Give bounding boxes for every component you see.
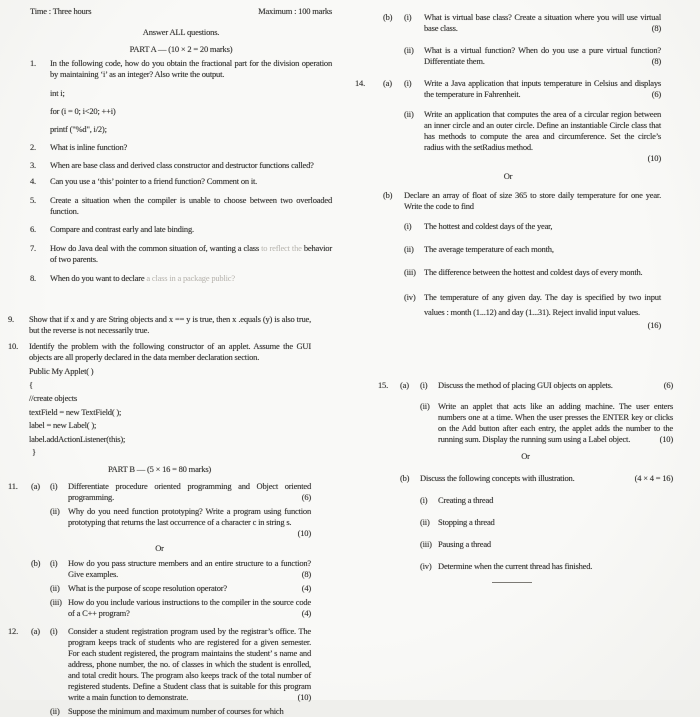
question-11b-iii (8, 597, 311, 619)
code-line: Public My Applet( ) (29, 366, 94, 376)
marks: (16) (647, 320, 661, 330)
subquestion-label: (ii) (404, 45, 414, 55)
marks: (10) (647, 153, 661, 163)
question-number: 1. (30, 58, 36, 68)
question-10-code (8, 366, 311, 458)
question-number: 10. (8, 341, 19, 351)
option-label: (b) (400, 473, 410, 483)
subquestion-label: (ii) (404, 109, 414, 119)
marks: (10) (297, 692, 311, 702)
answer-all-note: Answer ALL questions. (142, 27, 220, 37)
end-rule (492, 582, 532, 583)
marks: (8) (301, 569, 311, 579)
subquestion-label: (i) (50, 626, 58, 636)
exam-duration: Time : Three hours (30, 6, 92, 16)
code-line: printf ("%d", i/2); (50, 124, 107, 134)
subquestion-text: Why do you need function prototyping? Write a program using function prototyping that returns the last occurrence of a character c in string s. (68, 506, 311, 527)
question-text: Show that if x and y are String objects and x == y is true, then x .equals (y) is also true, but the reverse is not necessarily true. (29, 314, 311, 335)
option-label: (b) (383, 190, 393, 200)
subquestion-text: Write an applet that acts like an adding machine. The user enters numbers one at a time. When the user presses the ENTER key or clicks on the Add button after each entry, the applet adds the number to the running sum. Display the running sum using a Label object. (438, 401, 673, 444)
question-number: 7. (30, 243, 36, 253)
marks: (8) (651, 56, 661, 66)
code-line: { (29, 379, 33, 390)
subquestion-label: (ii) (50, 706, 60, 716)
option-label: (a) (31, 481, 40, 491)
question-15a-ii (378, 401, 673, 445)
question-number: 4. (30, 176, 36, 186)
subquestion-text: Declare an array of float of size 365 to store daily temperature for one year. Write the code to find (404, 190, 661, 211)
list-item-text: The temperature of any given day. The day is specified by two input values : month (1...12) and day (1...31). Reject invalid input values. (424, 292, 661, 317)
list-item-text: Creating a thread (438, 495, 494, 505)
question-8 (30, 273, 332, 284)
question-14b-ii (355, 244, 661, 255)
subquestion-text: What is a virtual function? When do you use a pure virtual function? Differentiate them. (424, 45, 661, 66)
list-item-text: Determine when the current thread has finished. (438, 561, 593, 571)
question-2 (30, 142, 332, 153)
question-14b-i (355, 221, 661, 232)
code-line: //create objects (29, 393, 78, 403)
question-7 (30, 243, 332, 265)
subquestion-text: Consider a student registration program used by the registrar’s office. The program keeps track of students who are registered for a given semester. For each student registered, the program maintains the student’ s name and address, phone number, the no. of classes in which the student is enrolled, and total credit hours. The program also keeps track of the total number of registered students. Define a Student class that is suitable for this program write a main function to demonstrate. (68, 626, 311, 702)
part-a-title: PART A — (10 × 2 = 20 marks) (129, 44, 233, 54)
marks: (4) (301, 608, 311, 618)
question-text: Can you use a ‘this’ pointer to a friend function? Comment on it. (50, 176, 258, 186)
list-label: (ii) (420, 517, 430, 527)
subquestion-text: How do you include various instructions to the compiler in the source code of a C++ program? (68, 597, 311, 618)
question-number: 9. (8, 314, 14, 324)
part-b-title: PART B — (5 × 16 = 80 marks) (107, 464, 212, 474)
subquestion-text: Suppose the minimum and maximum number of courses for which (68, 706, 284, 716)
marks: (6) (651, 89, 661, 99)
question-15b-intro (378, 473, 673, 484)
list-item-text: The difference between the hottest and coldest days of every month. (424, 267, 643, 277)
list-label: (ii) (404, 244, 414, 254)
question-text: Compare and contrast early and late binding. (50, 224, 194, 234)
marks: (10) (297, 528, 311, 538)
question-number: 8. (30, 273, 36, 283)
question-number: 14. (355, 78, 366, 88)
question-15a-i (378, 380, 673, 391)
code-line: label = new Label( ); (29, 420, 97, 430)
question-number: 15. (378, 380, 389, 390)
question-13b-ii (355, 45, 661, 67)
option-label: (b) (31, 558, 41, 568)
code-line: label.addActionListener(this); (29, 433, 126, 444)
question-14a-i (355, 78, 661, 100)
option-label: (a) (383, 78, 392, 88)
exam-max-marks: Maximum : 100 marks (258, 6, 332, 16)
code-line: for (i = 0; i<20; ++i) (50, 106, 116, 116)
marks: (6) (301, 492, 311, 502)
question-text: When do you want to declare a class in a package public? (50, 273, 235, 283)
question-11b-i (8, 558, 311, 580)
question-11a-ii (8, 506, 311, 539)
marks: (6) (663, 380, 673, 390)
marks: (8) (651, 23, 661, 33)
or-separator: Or (155, 543, 164, 553)
subquestion-label: (i) (50, 481, 58, 491)
question-text: When are base class and derived class constructor and destructor functions called? (50, 160, 314, 170)
or-separator: Or (503, 171, 513, 181)
marks: (10) (659, 434, 673, 444)
question-9 (8, 314, 311, 336)
list-label: (iv) (404, 292, 416, 302)
question-number: 11. (8, 481, 18, 491)
list-item-text: The hottest and coldest days of the year, (424, 221, 553, 231)
subquestion-text: How do you pass structure members and an entire structure to a function? Give examples. (68, 558, 311, 579)
subquestion-text: What is virtual base class? Create a situation where you will use virtual base class. (424, 12, 661, 33)
question-3 (30, 160, 332, 171)
option-label: (b) (383, 12, 393, 22)
question-14a-ii (355, 109, 661, 153)
subquestion-text: What is the purpose of scope resolution operator? (68, 583, 227, 593)
question-number: 6. (30, 224, 36, 234)
left-page-top-fragment (30, 6, 332, 284)
question-14b-iv (355, 290, 661, 320)
question-number: 5. (30, 195, 36, 205)
code-line: int i; (50, 88, 65, 98)
subquestion-label: (ii) (50, 506, 60, 516)
question-11b-ii (8, 583, 311, 594)
list-label: (i) (420, 495, 428, 505)
list-item-text: Stopping a thread (438, 517, 495, 527)
question-15b-i (378, 495, 673, 506)
or-separator: Or (521, 451, 530, 461)
question-11a-i (8, 481, 311, 503)
left-page-bottom-fragment (8, 308, 311, 717)
question-14b-iii (355, 267, 661, 278)
question-13b-i (355, 12, 661, 34)
question-text: Identify the problem with the following constructor of an applet. Assume the GUI objects are all properly declared in the data member declaration section. (29, 341, 311, 362)
question-6 (30, 224, 332, 235)
faded-print: to reflect the (261, 243, 302, 253)
question-15b-ii (378, 517, 673, 528)
subquestion-text: Differentiate procedure oriented programming and Object oriented programming. (68, 481, 311, 502)
subquestion-label: (i) (404, 12, 412, 22)
marks: (4 × 4 = 16) (634, 473, 673, 483)
subquestion-label: (ii) (50, 583, 60, 593)
option-label: (a) (400, 380, 409, 390)
list-item-text: Pausing a thread (438, 539, 491, 549)
list-label: (iii) (404, 267, 416, 277)
question-text: What is inline function? (50, 142, 128, 152)
right-page-bottom-fragment (378, 372, 673, 583)
list-label: (i) (404, 221, 412, 231)
option-label: (a) (31, 626, 40, 636)
question-number: 3. (30, 160, 36, 170)
code-line: } (32, 447, 36, 457)
question-15b-iii (378, 539, 673, 550)
question-12a-ii (8, 706, 311, 717)
subquestion-text: Discuss the following concepts with illustration. (420, 473, 575, 483)
question-number: 2. (30, 142, 36, 152)
subquestion-label: (i) (50, 558, 58, 568)
question-14b-intro (355, 190, 661, 212)
right-page-top-fragment (355, 8, 661, 331)
subquestion-text: Write a Java application that inputs temperature in Celsius and displays the temperature in Fahrenheit. (424, 78, 661, 99)
subquestion-text: Write an application that computes the area of a circular region between an inner circle and an outer circle. Define an instantiable Circle class that has methods to compute the area and circumference. Set the circle’s radius with the setRadius method. (424, 109, 661, 152)
question-5 (30, 195, 332, 217)
exam-header (30, 6, 332, 17)
faded-print: a class in a package public? (146, 273, 235, 283)
question-4 (30, 176, 332, 187)
subquestion-text: Discuss the method of placing GUI objects on applets. (438, 380, 613, 390)
subquestion-label: (iii) (50, 597, 62, 607)
question-12a-i (8, 626, 311, 703)
subquestion-label: (i) (420, 380, 428, 390)
question-1 (30, 58, 332, 80)
question-text: In the following code, how do you obtain the fractional part for the division operation by maintaining ‘i’ as an integer? Also write the output. (50, 58, 332, 79)
list-label: (iv) (420, 561, 432, 571)
list-label: (iii) (420, 539, 432, 549)
question-1-code (30, 88, 332, 135)
subquestion-label: (ii) (420, 401, 430, 411)
question-10 (8, 341, 311, 363)
code-line: textField = new TextField( ); (29, 406, 122, 417)
question-number: 12. (8, 626, 19, 636)
marks: (4) (301, 583, 311, 593)
list-item-text: The average temperature of each month, (424, 244, 554, 254)
question-15b-iv (378, 561, 673, 572)
question-text: How do Java deal with the common situation of, wanting a class to reflect the behavior of two parents. (50, 243, 332, 264)
subquestion-label: (i) (404, 78, 412, 88)
question-text: Create a situation when the compiler is unable to choose between two overloaded function. (50, 195, 332, 216)
